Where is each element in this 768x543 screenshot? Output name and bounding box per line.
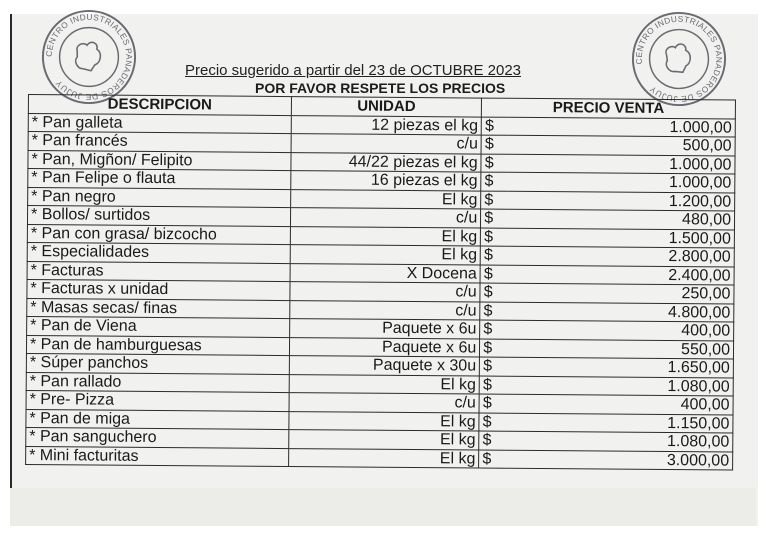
product-unit: c/u (289, 393, 480, 413)
product-description: * Pan francés (28, 132, 291, 153)
column-header-description: DESCRIPCION (28, 95, 291, 116)
currency-symbol: $ (481, 228, 508, 247)
currency-symbol: $ (481, 172, 508, 191)
product-description: * Pan rallado (26, 372, 289, 393)
product-price: 1.200,00 (507, 191, 734, 211)
product-price: 1.000,00 (508, 154, 735, 174)
currency-symbol: $ (481, 191, 508, 210)
price-list-table (25, 94, 736, 471)
column-header-unit: UNIDAD (291, 97, 482, 117)
currency-symbol: $ (480, 320, 507, 339)
product-unit: c/u (290, 282, 481, 302)
currency-symbol: $ (481, 154, 508, 173)
product-description: * Súper panchos (26, 353, 289, 374)
product-price: 400,00 (506, 320, 733, 340)
product-unit: El kg (288, 430, 479, 450)
product-description: * Pan negro (28, 187, 291, 208)
product-description: * Pan, Migñon/ Felipito (28, 150, 291, 171)
product-description: * Pan sanguchero (26, 427, 289, 448)
product-description: * Pan con grasa/ bizcocho (27, 224, 290, 245)
product-price: 400,00 (506, 394, 733, 414)
currency-symbol: $ (479, 376, 506, 395)
seal-text: CENTRO INDUSTRIALES PANADEROS DE JUJUY (43, 11, 135, 103)
product-price: 2.800,00 (507, 246, 734, 266)
product-price: 1.000,00 (508, 172, 735, 192)
currency-symbol: $ (480, 302, 507, 321)
seal-text: CENTRO INDUSTRIALES PANADEROS DE JUJUY (633, 13, 725, 105)
currency-symbol: $ (479, 450, 506, 469)
product-description: * Facturas x unidad (27, 279, 290, 300)
currency-symbol: $ (480, 283, 507, 302)
seal-stamp-icon (624, 4, 735, 115)
product-price: 1.650,00 (506, 357, 733, 377)
product-price: 3.000,00 (505, 450, 732, 470)
product-price: 1.080,00 (506, 431, 733, 451)
currency-symbol: $ (481, 117, 508, 136)
sheet-bottom-edge (10, 488, 756, 526)
currency-symbol: $ (481, 135, 508, 154)
product-price: 1.150,00 (506, 413, 733, 433)
currency-symbol: $ (479, 413, 506, 432)
product-description: * Pan Felipe o flauta (28, 169, 291, 190)
product-price: 550,00 (506, 339, 733, 359)
product-unit: Paquete x 6u (289, 319, 480, 339)
product-price: 480,00 (507, 209, 734, 229)
product-description: * Pan de Viena (27, 316, 290, 337)
product-description: * Pan de hamburguesas (26, 335, 289, 356)
product-unit: c/u (289, 300, 480, 320)
product-unit: El kg (289, 411, 480, 431)
product-description: * Bollos/ surtidos (27, 206, 290, 227)
product-price: 250,00 (507, 283, 734, 303)
product-unit: El kg (290, 245, 481, 265)
respect-prices-notice: POR FAVOR RESPETE LOS PRECIOS (255, 80, 506, 96)
product-description: * Masas secas/ finas (27, 298, 290, 319)
product-unit: X Docena (290, 263, 481, 283)
product-unit: 12 piezas el kg (291, 115, 482, 135)
product-price: 1.500,00 (507, 228, 734, 248)
product-unit: c/u (290, 208, 481, 228)
product-price: 4.800,00 (507, 302, 734, 322)
baker-association-seal-right (624, 4, 735, 115)
svg-text:CENTRO INDUSTRIALES PANADEROS (628, 8, 730, 110)
product-unit: El kg (289, 374, 480, 394)
product-unit: 16 piezas el kg (290, 171, 481, 191)
product-description: * Especialidades (27, 242, 290, 263)
currency-symbol: $ (480, 246, 507, 265)
product-description: * Pan galleta (28, 113, 291, 134)
product-price: 1.000,00 (508, 117, 735, 137)
product-unit: El kg (290, 189, 481, 209)
product-price: 1.080,00 (506, 376, 733, 396)
price-date-heading: Precio sugerido a partir del 23 de OCTUBRE 2023 (185, 62, 522, 79)
product-description: * Mini facturitas (26, 446, 289, 467)
currency-symbol: $ (479, 431, 506, 450)
product-unit: 44/22 piezas el kg (291, 152, 482, 172)
currency-symbol: $ (480, 339, 507, 358)
product-unit: Paquete x 30u (289, 356, 480, 376)
currency-symbol: $ (480, 357, 507, 376)
price-rows (26, 113, 736, 470)
product-unit: Paquete x 6u (289, 337, 480, 357)
product-description: * Facturas (27, 261, 290, 282)
product-description: * Pan de miga (26, 409, 289, 430)
product-price: 2.400,00 (507, 265, 734, 285)
currency-symbol: $ (479, 394, 506, 413)
svg-text:CENTRO INDUSTRIALES PANADEROS (44, 12, 135, 103)
product-unit: El kg (290, 226, 481, 246)
currency-symbol: $ (480, 265, 507, 284)
product-unit: El kg (288, 448, 479, 468)
column-header-price: PRECIO VENTA (482, 98, 736, 118)
product-description: * Pre- Pizza (26, 390, 289, 411)
currency-symbol: $ (481, 209, 508, 228)
product-unit: c/u (291, 134, 482, 154)
product-price: 500,00 (508, 135, 735, 155)
seal-stamp-icon (40, 8, 138, 106)
baker-association-seal-left (40, 8, 138, 106)
